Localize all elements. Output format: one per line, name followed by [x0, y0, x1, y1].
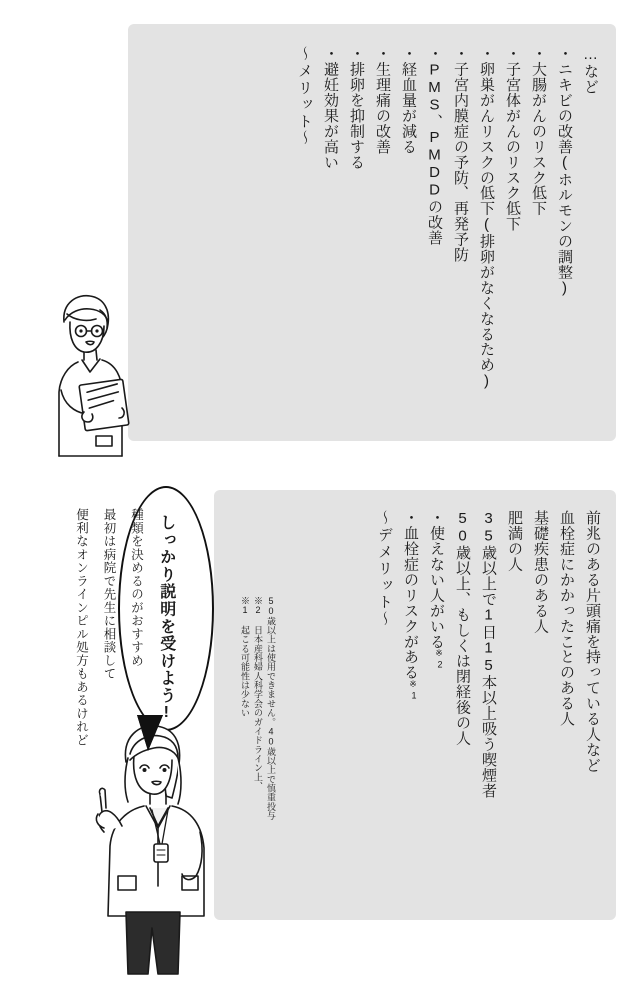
demerit-item — [429, 510, 444, 670]
demerit-item-text: ・血栓症のリスクがある — [402, 510, 419, 680]
demerit-item — [403, 510, 418, 701]
demerit-footnotes — [236, 596, 275, 820]
demerit-list — [366, 510, 600, 900]
merit-item: ・子宮体がんのリスク低下 — [504, 46, 521, 232]
speech-bubble-tail — [138, 716, 162, 750]
merit-item: ・排卵を抑制する — [348, 46, 365, 170]
merit-item-etc: …など — [582, 46, 599, 95]
demerit-subitem: 血栓症にかかったことのある人 — [558, 510, 575, 727]
demerit-footnote: ※1 起こる可能性は少ない — [240, 596, 250, 718]
nurse-with-clipboard-figure — [34, 286, 144, 461]
demerit-item-mark: ※2 — [435, 649, 445, 670]
merit-list — [286, 46, 598, 426]
merit-item: ・卵巣がんリスクの低下(排卵がなくなるため) — [478, 46, 495, 390]
demerit-subitem: 前兆のある片頭痛を持っている人など — [584, 510, 601, 773]
demerit-heading: 〜デメリット〜 — [376, 510, 393, 628]
merit-item: ・大腸がんのリスク低下 — [530, 46, 547, 216]
demerit-subitem: 35歳以上で1日15本以上吸う喫煙者 — [480, 510, 497, 799]
caption-line: 最初は病院で先生に相談して — [102, 508, 116, 681]
demerit-subitem: 基礎疾患のある人 — [532, 510, 549, 634]
demerit-subitem: 50歳以上、もしくは閉経後の人 — [454, 510, 471, 746]
merit-item: ・経血量が減る — [400, 46, 417, 155]
demerit-item-text: ・使えない人がいる — [428, 510, 445, 650]
caption-line: 便利なオンラインピル処方もあるけれど — [74, 508, 89, 747]
demerit-subitem: 肥満の人 — [506, 510, 523, 572]
merit-item: ・子宮内膜症の予防、再発予防 — [452, 46, 469, 263]
merit-item: ・避妊効果が高い — [322, 46, 339, 170]
caption-line: 種類を決めるのがおすすめ — [129, 508, 144, 667]
demerit-footnote: ※2 日本産科婦人科学会のガイドライン上、 — [253, 596, 263, 791]
doctor-pointing-figure — [78, 716, 218, 978]
merit-item: ・PMS、PMDDの改善 — [426, 46, 443, 246]
caption-block — [60, 508, 143, 747]
demerit-item-mark: ※1 — [409, 679, 419, 701]
speech-bubble-text: しっかり説明を受けよう! — [157, 514, 175, 723]
merit-item: ・ニキビの改善(ホルモンの調整) — [556, 46, 573, 298]
demerit-footnote: 50歳以上は使用できません。40歳以上で慎重投与 — [266, 596, 276, 821]
merit-heading: 〜メリット〜 — [296, 46, 313, 147]
merit-panel — [128, 24, 616, 441]
merit-item: ・生理痛の改善 — [374, 46, 391, 155]
